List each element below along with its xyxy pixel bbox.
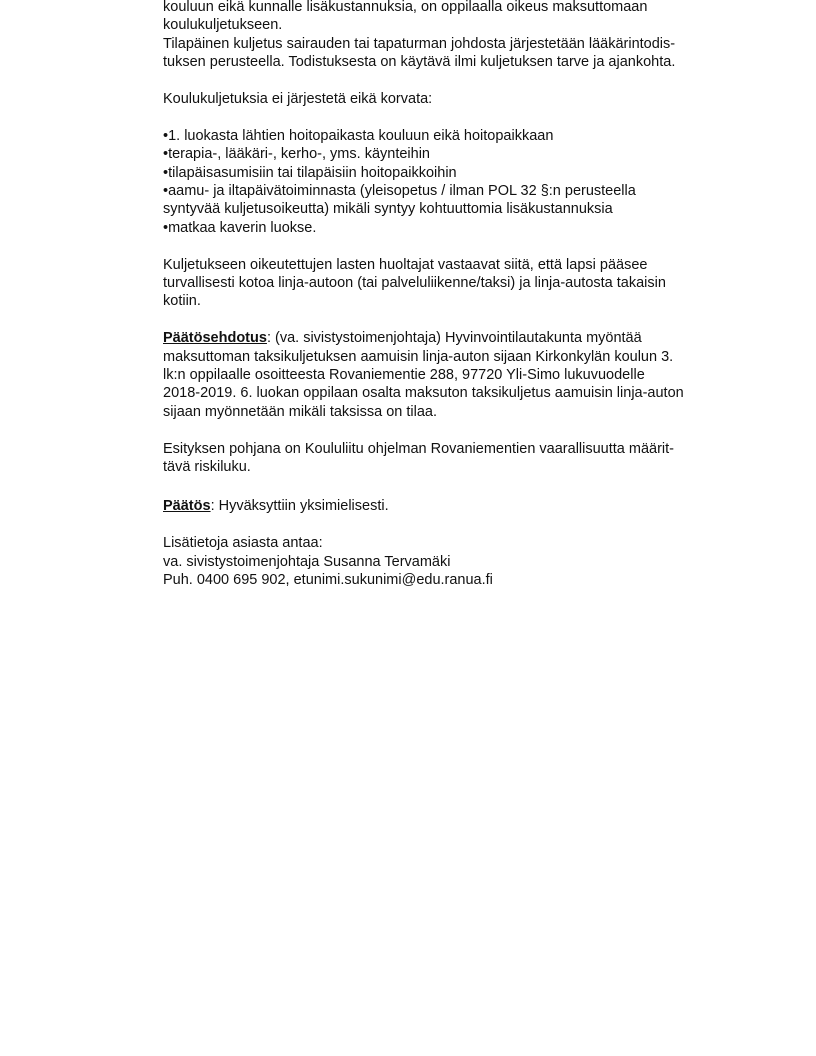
text-line: kouluun eikä kunnalle lisäkustannuksia, on oppilaalla oikeus maksuttomaan xyxy=(163,0,648,15)
text-line: tävä riskiluku. xyxy=(163,459,251,476)
proposal-label: Päätösehdotus xyxy=(163,330,267,347)
list-item: •tilapäisasumisiin tai tilapäisiin hoitopaikkoihin xyxy=(163,164,457,181)
contact-paragraph xyxy=(163,534,748,589)
list-item: •matkaa kaverin luokse. xyxy=(163,219,317,236)
paragraph-gap xyxy=(163,516,748,534)
text-line: Tilapäinen kuljetus sairauden tai tapaturman johdosta järjestetään lääkärintodis- xyxy=(163,35,676,52)
text-line: lk:n oppilaalle osoitteesta Rovaniementie 288, 97720 Yli-Simo lukuvuodelle xyxy=(163,367,645,384)
not-arranged-paragraph xyxy=(163,90,748,108)
bullet-list xyxy=(163,127,748,237)
contact-person: va. sivistystoimenjohtaja Susanna Tervamäki xyxy=(163,553,451,570)
not-arranged-heading: Koulukuljetuksia ei järjestetä eikä korvata: xyxy=(163,91,433,108)
paragraph-gap xyxy=(163,72,748,90)
decision-line xyxy=(163,497,748,515)
text-line: turvallisesti kotoa linja-autoon (tai palveluliikenne/taksi) ja linja-autosta takaisin xyxy=(163,275,666,292)
text-line: sijaan myönnetään mikäli taksissa on tilaa. xyxy=(163,403,438,420)
paragraph-gap xyxy=(163,476,748,497)
text-line: koulukuljetukseen. xyxy=(163,17,283,34)
text-line: kotiin. xyxy=(163,293,201,310)
text-line: maksuttoman taksikuljetuksen aamuisin linja-auton sijaan Kirkonkylän koulun 3. xyxy=(163,348,674,365)
paragraph-gap xyxy=(163,108,748,126)
paragraph-gap xyxy=(163,237,748,255)
list-item: •terapia-, lääkäri-, kerho-, yms. käynteihin xyxy=(163,146,430,163)
decision-label: Päätös xyxy=(163,498,211,515)
list-item: •aamu- ja iltapäivätoiminnasta (yleisopetus / ilman POL 32 §:n perusteella xyxy=(163,183,636,200)
paragraph-gap xyxy=(163,311,748,329)
basis-paragraph xyxy=(163,440,748,477)
proposal-paragraph xyxy=(163,329,748,421)
proposal-first-line xyxy=(163,329,748,347)
text-line: Kuljetukseen oikeutettujen lasten huoltajat vastaavat siitä, että lapsi pääsee xyxy=(163,256,648,273)
intro-paragraph xyxy=(163,0,748,72)
text-line: 2018-2019. 6. luokan oppilaan osalta maksuton taksikuljetus aamuisin linja-auton xyxy=(163,385,684,402)
contact-details: Puh. 0400 695 902, etunimi.sukunimi@edu.ranua.fi xyxy=(163,572,493,589)
proposal-text: : (va. sivistystoimenjohtaja) Hyvinvointilautakunta myöntää xyxy=(266,330,642,347)
decision-text: : Hyväksyttiin yksimielisesti. xyxy=(210,498,389,515)
paragraph-gap xyxy=(163,421,748,439)
document-body xyxy=(163,0,748,590)
decision-paragraph xyxy=(163,497,748,515)
list-item-continuation: syntyvää kuljetusoikeutta) mikäli syntyy kohtuuttomia lisäkustannuksia xyxy=(163,201,613,218)
guardian-paragraph xyxy=(163,256,748,311)
list-item: •1. luokasta lähtien hoitopaikasta kouluun eikä hoitopaikkaan xyxy=(163,127,554,144)
text-line: Esityksen pohjana on Koululiitu ohjelman Rovaniementien vaarallisuutta määrit- xyxy=(163,440,675,457)
contact-heading: Lisätietoja asiasta antaa: xyxy=(163,535,323,552)
text-line: tuksen perusteella. Todistuksesta on käytävä ilmi kuljetuksen tarve ja ajankohta. xyxy=(163,54,676,71)
